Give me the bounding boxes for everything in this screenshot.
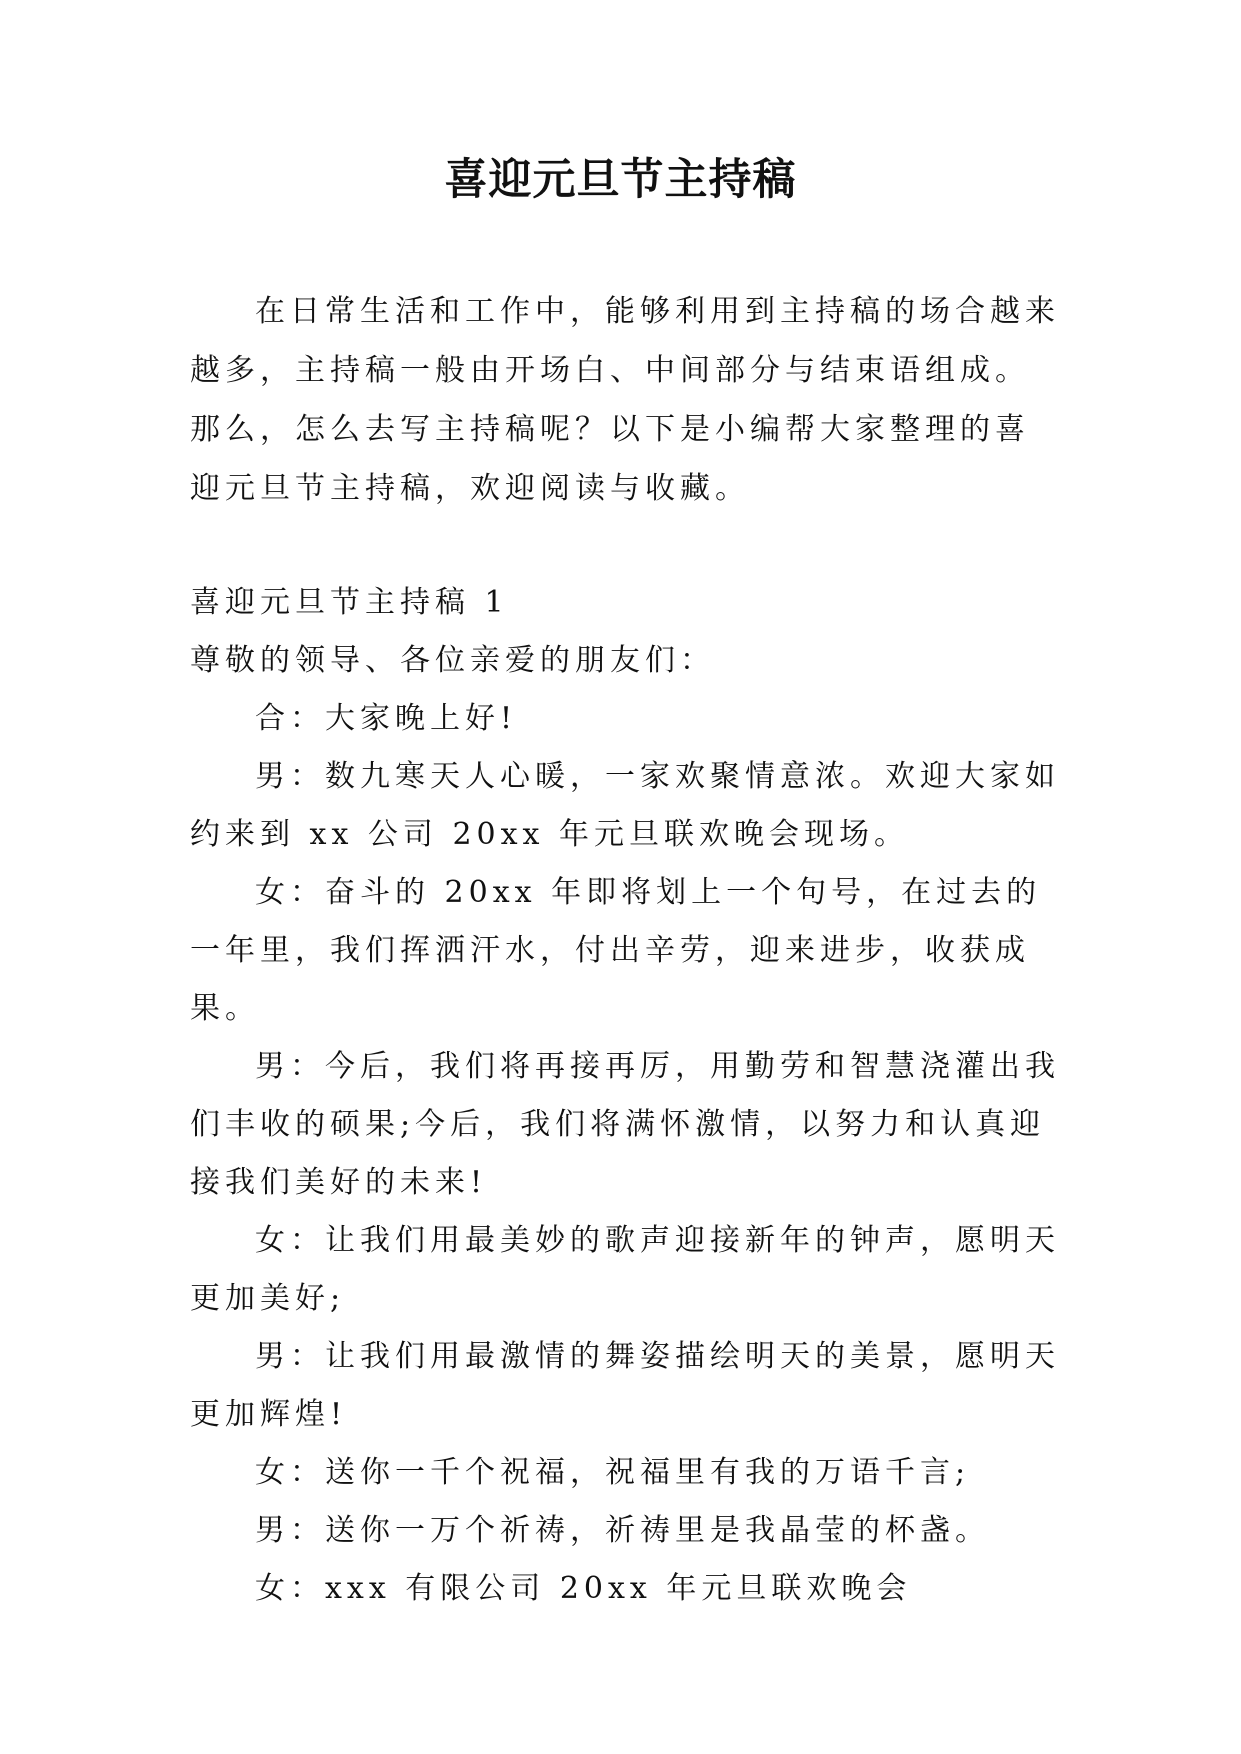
dialogue-paragraph: 女：xxx 有限公司 20xx 年元旦联欢晚会 (255, 1571, 912, 1606)
document-body (190, 282, 1062, 1618)
intro-paragraph: 在日常生活和工作中，能够利用到主持稿的场合越来越多，主持稿一般由开场白、中间部分与结束语组成。那么，怎么去写主持稿呢？以下是小编帮大家整理的喜迎元旦节主持稿，欢迎阅读与收藏。 (190, 294, 1060, 506)
dialogue-paragraph: 合：大家晚上好! (255, 701, 518, 736)
dialogue-paragraph: 女：让我们用最美妙的歌声迎接新年的钟声，愿明天更加美好; (190, 1223, 1060, 1316)
dialogue-paragraph: 女：送你一千个祝福，祝福里有我的万语千言; (255, 1455, 971, 1490)
document-title: 喜迎元旦节主持稿 (444, 155, 797, 205)
dialogue-paragraph: 男：今后，我们将再接再厉，用勤劳和智慧浇灌出我们丰收的硕果;今后，我们将满怀激情，以努力和认真迎接我们美好的未来! (190, 1049, 1060, 1200)
salutation: 尊敬的领导、各位亲爱的朋友们： (190, 643, 715, 678)
script-section (190, 574, 1062, 1618)
dialogue-paragraph: 男：送你一万个祈祷，祈祷里是我晶莹的杯盏。 (255, 1513, 990, 1548)
dialogue-paragraph: 男：让我们用最激情的舞姿描绘明天的美景，愿明天更加辉煌! (190, 1339, 1060, 1432)
dialogue-paragraph: 男：数九寒天人心暖，一家欢聚情意浓。欢迎大家如约来到 xx 公司 20xx 年元旦联欢晚会现场。 (190, 759, 1060, 852)
section-heading: 喜迎元旦节主持稿 1 (190, 585, 509, 620)
dialogue-paragraph: 女：奋斗的 20xx 年即将划上一个句号，在过去的一年里，我们挥洒汗水，付出辛劳，迎来进步，收获成果。 (190, 875, 1042, 1026)
